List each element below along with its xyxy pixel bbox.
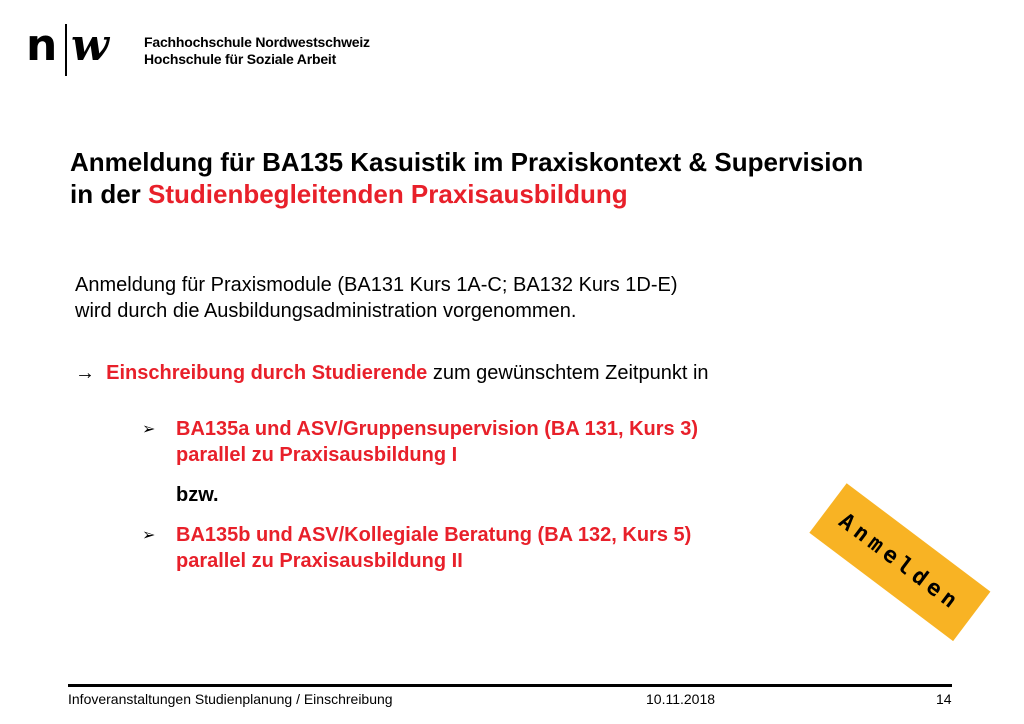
slide-title bbox=[70, 146, 970, 210]
list-item-line-2: parallel zu Praxisausbildung I bbox=[176, 444, 458, 466]
enrollment-statement bbox=[75, 360, 709, 386]
bullet-arrow-icon: ➢ bbox=[142, 419, 156, 438]
footer-date: 10.11.2018 bbox=[646, 691, 716, 707]
bullet-arrow-icon: ➢ bbox=[142, 525, 156, 544]
logo-divider bbox=[65, 24, 67, 76]
logo-line-1: Fachhochschule Nordwestschweiz bbox=[144, 34, 370, 50]
intro-line-1: Anmeldung für Praxismodule (BA131 Kurs 1A-C; BA132 Kurs 1D-E) bbox=[75, 274, 678, 296]
logo-text bbox=[144, 34, 370, 68]
intro-paragraph bbox=[75, 272, 678, 324]
intro-line-2: wird durch die Ausbildungsadministration vorgenommen. bbox=[75, 300, 577, 322]
title-highlight: Studienbegleitenden Praxisausbildung bbox=[148, 179, 628, 209]
list-item-line-2: parallel zu Praxisausbildung II bbox=[176, 550, 463, 572]
separator-text: bzw. bbox=[176, 484, 219, 506]
fhnw-logo bbox=[26, 20, 386, 78]
stamp-label: Anmelden bbox=[834, 508, 966, 617]
title-line-2-prefix: in der bbox=[70, 179, 149, 209]
logo-mark-n: n bbox=[26, 20, 57, 71]
list-item bbox=[142, 522, 862, 574]
title-line-2 bbox=[70, 178, 970, 210]
list-item bbox=[142, 416, 862, 468]
title-line-1: Anmeldung für BA135 Kasuistik im Praxiskontext & Supervision bbox=[70, 147, 864, 177]
module-list bbox=[142, 416, 862, 574]
list-item-line-1: BA135a und ASV/Gruppensupervision (BA 131, Kurs 3) bbox=[176, 418, 698, 440]
logo-line-2: Hochschule für Soziale Arbeit bbox=[144, 51, 337, 67]
enrollment-rest: zum gewünschtem Zeitpunkt in bbox=[427, 362, 709, 384]
arrow-icon: → bbox=[75, 362, 95, 384]
footer-divider bbox=[68, 684, 952, 687]
enrollment-highlight: Einschreibung durch Studierende bbox=[106, 362, 428, 384]
page-number: 14 bbox=[936, 691, 952, 707]
list-item-line-1: BA135b und ASV/Kollegiale Beratung (BA 132, Kurs 5) bbox=[176, 524, 692, 546]
logo-mark-w: w bbox=[71, 20, 109, 71]
footer-title: Infoveranstaltungen Studienplanung / Einschreibung bbox=[68, 691, 393, 707]
